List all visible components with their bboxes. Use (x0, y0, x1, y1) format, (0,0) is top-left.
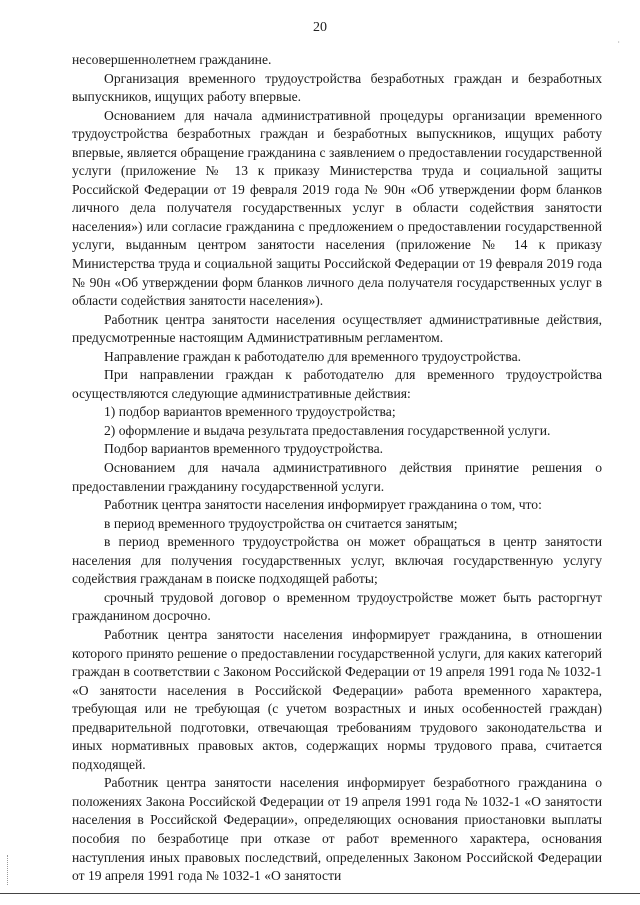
paragraph-selection: Подбор вариантов временного трудоустройства. (104, 441, 384, 457)
paragraph-heading-temporary-employment: Организация временного трудоустройства безработных граждан и безработных выпускников, ищущих работу впервые. (72, 70, 602, 105)
paragraph-referral-actions: При направлении граждан к работодателю для временного трудоустройства осуществляются следующие административные действия: (72, 367, 602, 401)
page-bottom-edge (0, 893, 640, 894)
paragraph-referral: Направление граждан к работодателю для временного трудоустройства. (104, 348, 522, 364)
paragraph-may-apply: в период временного трудоустройства он может обращаться в центр занятости населения для получения государственных услуг, включая государственную услугу содействия гражданам в поиске подходящей работы; (72, 534, 602, 587)
paragraph-worker-actions: Работник центра занятости населения осуществляет административные действия, предусмотренные настоящим Административным регламентом. (72, 311, 602, 346)
page-number: 20 (313, 20, 327, 35)
paragraph-action-basis: Основанием для начала административного действия принятие решения о предоставлении гражданину государственной услуги. (72, 460, 602, 494)
paragraph-continuation: несовершеннолетнем гражданине. (72, 52, 272, 67)
paragraph-informs: Работник центра занятости населения информирует гражданина о том, что: (104, 497, 542, 513)
paragraph-suitable-work: Работник центра занятости населения информирует гражданина, в отношении которого принято решение о предоставлении государственной услуги, для каких категорий граждан в соответствии с Законом Российской Федерации от 19 апреля 1991 года № 1032-1 «О занятости населения в Российской Федерации» работа временного характера, требующая или не требующая (с учетом возрастных и иных особенностей граждан) предварительной подготовки, отвечающая требованиям трудового законодательства и иных нормативных правовых актов, содержащих нормы трудового права, считается подходящей. (72, 626, 602, 772)
paragraph-basis: Основанием для начала административной процедуры организации временного трудоустройства безработных граждан и безработных выпускников, ищущих работу впервые, является обращение гражданина с заявлением о предоставлении государственной услуги (приложение № 13 к приказу Министерства труда и социальной защиты Российской Федерации от 19 февраля 2019 года № 90н «Об утверждении форм бланков личного дела получателя государственных услуг в области содействия занятости населения») или согласие гражданина с предложением о предоставлении государственной услуги, выданным центром занятости населения (приложение № 14 к приказу Министерства труда и социальной защиты Российской Федерации от 19 февраля 2019 года № 90н «Об утверждении форм бланков личного дела получателя государственных услуг в области содействия занятости населения»). (72, 107, 602, 309)
list-item-1: 1) подбор вариантов временного трудоустройства; (104, 404, 396, 420)
corner-mark: · (617, 38, 620, 47)
list-item-2: 2) оформление и выдача результата предоставления государственной услуги. (104, 422, 551, 438)
scan-margin-mark (7, 855, 10, 885)
paragraph-contract-termination: срочный трудовой договор о временном трудоустройстве может быть расторгнут гражданином досрочно. (72, 589, 602, 624)
document-body (72, 51, 602, 886)
paragraph-considered-employed: в период временного трудоустройства он считается занятым; (104, 515, 458, 531)
paragraph-law-provisions: Работник центра занятости населения информирует безработного гражданина о положениях Закона Российской Федерации от 19 апреля 1991 года № 1032-1 «О занятости населения в Российской Федерации», определяющих основания приостановки выплаты пособия по безработице при отказе от работ временного характера, основания наступления иных правовых последствий, определенных Законом Российской Федерации от 19 апреля 1991 года № 1032-1 «О занятости (72, 775, 602, 884)
